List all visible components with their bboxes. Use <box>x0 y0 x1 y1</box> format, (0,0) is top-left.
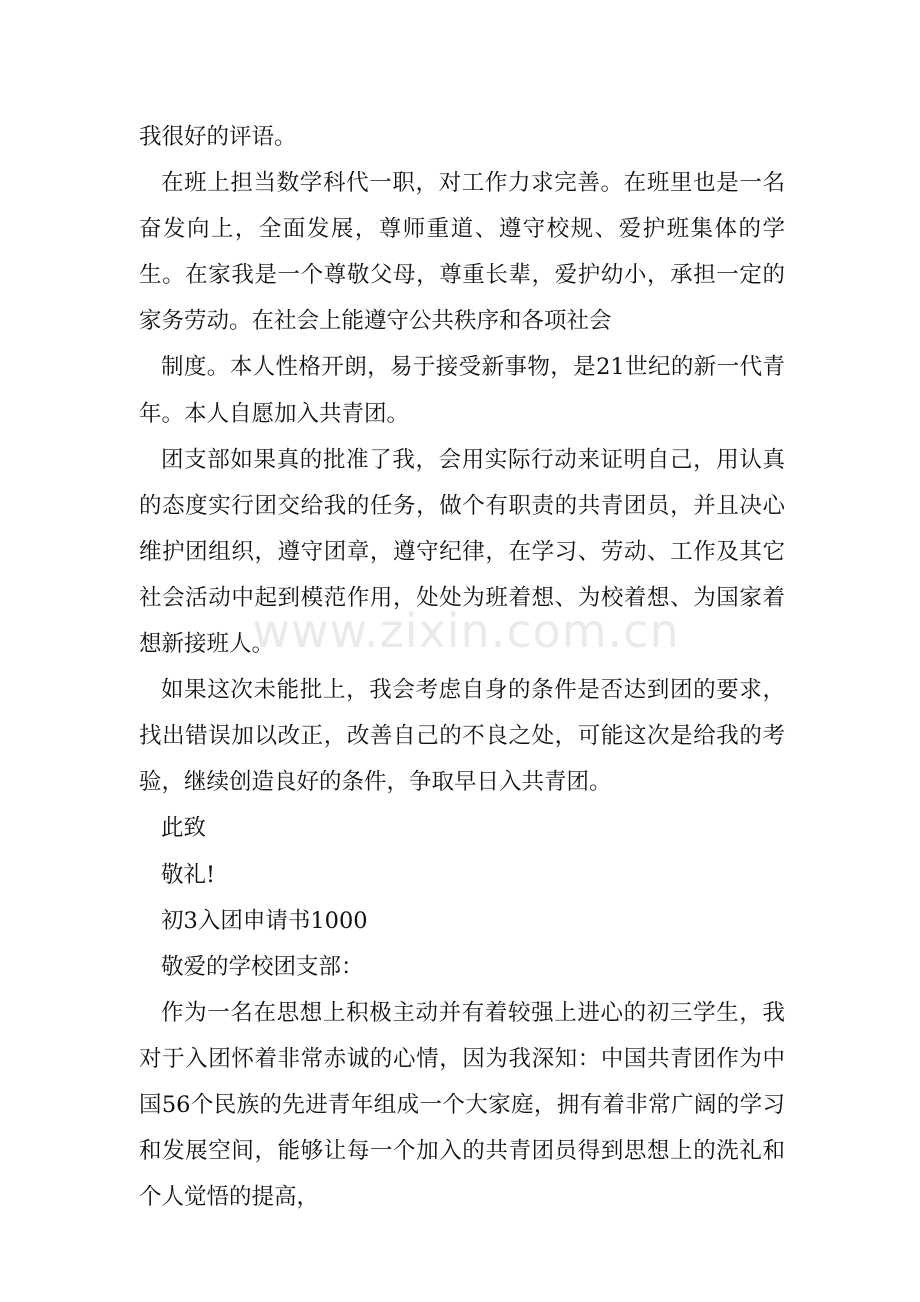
document-body <box>139 114 785 1220</box>
paragraph-intro: 作为一名在思想上积极主动并有着较强上进心的初三学生，我对于入团怀着非常赤诚的心情，因为我深知：中国共青团作为中国56个民族的先进青年组成一个大家庭，拥有着非常广阔的学习和发展空间，能够让每一个加入的共青团员得到思想上的洗礼和个人觉悟的提高， <box>139 999 785 1211</box>
paragraph-if-rejected: 如果这次未能批上，我会考虑自身的条件是否达到团的要求，找出错误加以改正，改善自己的不良之处，可能这次是给我的考验，继续创造良好的条件，争取早日入共青团。 <box>139 677 785 796</box>
section-title: 初3入团申请书1000 <box>161 907 368 934</box>
paragraph-continuation: 我很好的评语。 <box>139 124 297 150</box>
paragraph-commitment: 团支部如果真的批准了我，会用实际行动来证明自己，用认真的态度实行团交给我的任务，做个有职责的共青团员，并且决心维护团组织，遵守团章，遵守纪律，在学习、劳动、工作及其它社会活动中起到模范作用，处处为班着想、为校着想、为国家着想新接班人。 <box>139 446 785 658</box>
watermark: www.zixin.com.cn <box>252 604 680 658</box>
closing-regards: 敬礼! <box>161 861 216 888</box>
closing-salutation: 此致 <box>161 815 207 842</box>
paragraph-character: 制度。本人性格开朗，易于接受新事物，是21世纪的新一代青年。本人自愿加入共青团。 <box>139 354 785 427</box>
letter-greeting: 敬爱的学校团支部： <box>161 953 364 980</box>
paragraph-duties: 在班上担当数学科代一职，对工作力求完善。在班里也是一名奋发向上，全面发展，尊师重道、遵守校规、爱护班集体的学生。在家我是一个尊敬父母，尊重长辈，爱护幼小，承担一定的家务劳动。在社会上能遵守公共秩序和各项社会 <box>139 170 785 335</box>
